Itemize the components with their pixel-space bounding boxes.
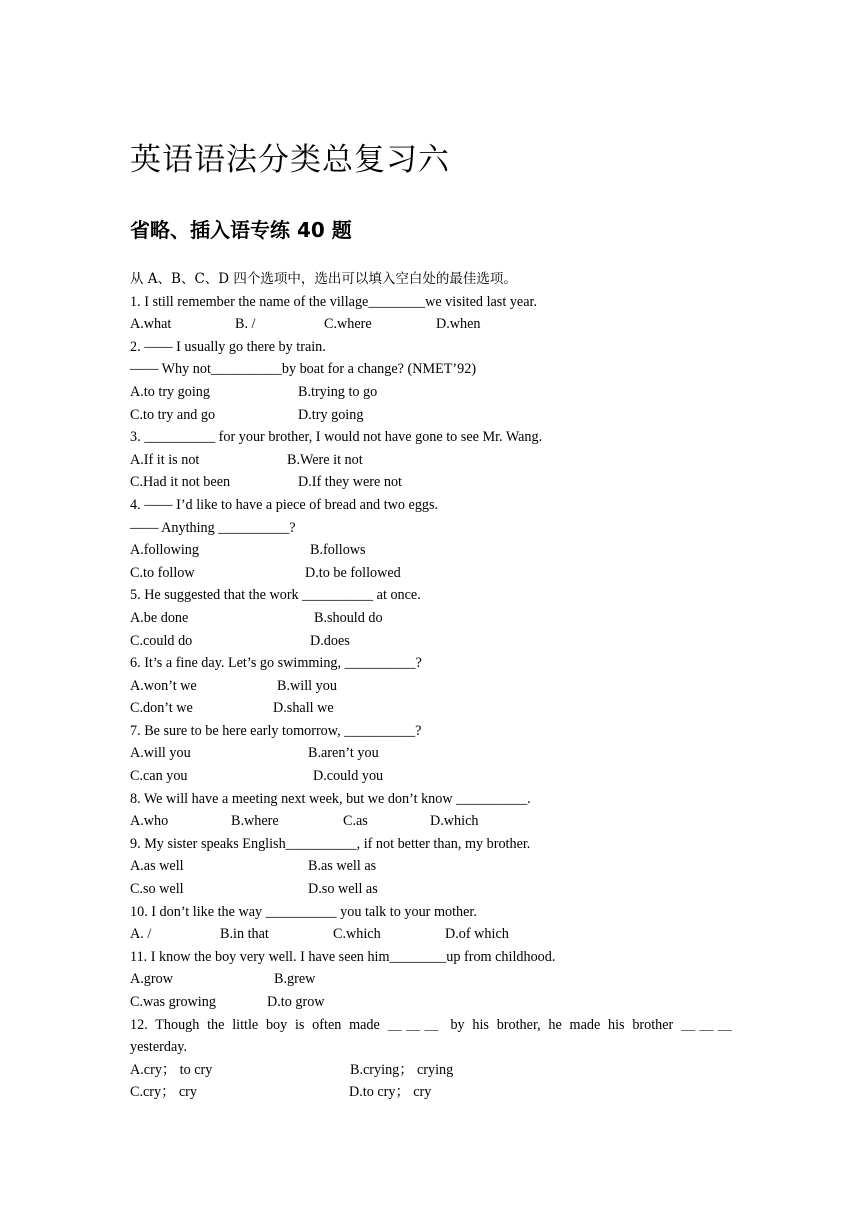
question-3-text: 3. __________ for your brother, I would not have gone to see Mr. Wang. — [130, 429, 543, 446]
option-a: A.to try going — [130, 383, 210, 400]
option-c: C.cry； cry — [130, 1084, 197, 1101]
option-b: B.grew — [274, 971, 316, 988]
option-b: B.will you — [277, 677, 337, 694]
question-4-options-cd — [130, 562, 732, 585]
option-b: B.trying to go — [298, 383, 378, 400]
question-5-options-ab — [130, 607, 732, 630]
option-c: C.as — [343, 813, 368, 830]
option-a: A.cry； to cry — [130, 1061, 213, 1078]
option-a: A.won’t we — [130, 677, 197, 694]
question-5-options-cd — [130, 630, 732, 653]
option-a: A.be done — [130, 609, 189, 626]
option-c: C.can you — [130, 768, 188, 785]
option-d: D.shall we — [273, 700, 334, 717]
option-b: B.Were it not — [287, 451, 363, 468]
option-b: B.should do — [314, 609, 383, 626]
option-c: C.which — [333, 926, 381, 943]
option-d: D.when — [436, 316, 481, 333]
question-2-options-ab — [130, 381, 732, 404]
option-d: D.does — [310, 632, 350, 649]
question-11-text: 11. I know the boy very well. I have seen him________up from childhood. — [130, 948, 556, 965]
option-b: B.aren’t you — [308, 745, 379, 762]
question-11-options-cd — [130, 991, 732, 1014]
question-12-options-cd — [130, 1081, 732, 1104]
option-a: A.will you — [130, 745, 191, 762]
question-3-options-cd — [130, 471, 732, 494]
question-10-text: 10. I don’t like the way __________ you talk to your mother. — [130, 903, 477, 920]
section-subtitle: 省略、插入语专练 40 题 — [130, 218, 352, 242]
question-6-options-cd — [130, 697, 732, 720]
option-c: C.so well — [130, 881, 184, 898]
question-8-text: 8. We will have a meeting next week, but we don’t know __________. — [130, 790, 531, 807]
option-c: C.to try and go — [130, 406, 216, 423]
question-7-options-cd — [130, 765, 732, 788]
option-b: B.where — [231, 813, 279, 830]
option-c: C.where — [324, 316, 372, 333]
question-9-options-cd — [130, 878, 732, 901]
option-a: A.who — [130, 813, 169, 830]
option-d: D.to cry； cry — [349, 1084, 432, 1101]
question-11-options-ab — [130, 968, 732, 991]
option-a: A.as well — [130, 858, 184, 875]
option-a: A.what — [130, 316, 172, 333]
option-b: B. / — [235, 316, 256, 333]
question-8-options — [130, 810, 732, 833]
option-d: D.could you — [313, 768, 384, 785]
option-d: D.of which — [445, 926, 509, 943]
option-a: A. / — [130, 926, 152, 943]
question-2-reply: —— Why not__________by boat for a change? (NMET’92) — [130, 361, 477, 378]
question-10-options — [130, 923, 732, 946]
option-b: B.follows — [310, 542, 366, 559]
question-1-options — [130, 313, 732, 336]
question-2-options-cd — [130, 404, 732, 427]
option-c: C.could do — [130, 632, 193, 649]
option-a: A.grow — [130, 971, 173, 988]
question-12-text: 12. Though the little boy is often made ＿＿＿ by his brother, he made his brother ＿＿＿ — [130, 1016, 732, 1033]
document-title: 英语语法分类总复习六 — [130, 142, 450, 178]
question-list — [130, 268, 732, 1104]
option-d: D.try going — [298, 406, 364, 423]
option-a: A.following — [130, 542, 199, 559]
question-5-text: 5. He suggested that the work __________ at once. — [130, 587, 421, 604]
option-d: D.so well as — [308, 881, 378, 898]
question-7-options-ab — [130, 742, 732, 765]
option-d: D.If they were not — [298, 474, 403, 491]
question-2-text: 2. —— I usually go there by train. — [130, 338, 326, 355]
option-d: D.to be followed — [305, 564, 401, 581]
option-c: C.Had it not been — [130, 474, 231, 491]
question-12-text-cont: yesterday. — [130, 1039, 187, 1056]
option-b: B.crying； crying — [350, 1061, 454, 1078]
option-c: C.don’t we — [130, 700, 193, 717]
question-9-options-ab — [130, 855, 732, 878]
question-6-text: 6. It’s a fine day. Let’s go swimming, __________? — [130, 655, 422, 672]
question-7-text: 7. Be sure to be here early tomorrow, __________? — [130, 722, 422, 739]
instruction-text: 从 A、B、C、D 四个选项中，选出可以填入空白处的最佳选项。 — [130, 271, 517, 287]
question-9-text: 9. My sister speaks English__________, if not better than, my brother. — [130, 835, 531, 852]
option-c: C.was growing — [130, 994, 216, 1010]
option-a: A.If it is not — [130, 451, 200, 468]
question-1-text: 1. I still remember the name of the village________we visited last year. — [130, 293, 537, 310]
option-b: B.as well as — [308, 858, 377, 875]
option-d: D.which — [430, 813, 479, 830]
option-d: D.to grow — [267, 994, 325, 1010]
question-4-reply: —— Anything __________? — [130, 519, 296, 536]
question-12-options-ab — [130, 1059, 732, 1082]
question-4-text: 4. —— I’d like to have a piece of bread and two eggs. — [130, 496, 439, 513]
question-3-options-ab — [130, 449, 732, 472]
option-b: B.in that — [220, 926, 269, 943]
option-c: C.to follow — [130, 564, 195, 581]
question-4-options-ab — [130, 539, 732, 562]
question-6-options-ab — [130, 675, 732, 698]
